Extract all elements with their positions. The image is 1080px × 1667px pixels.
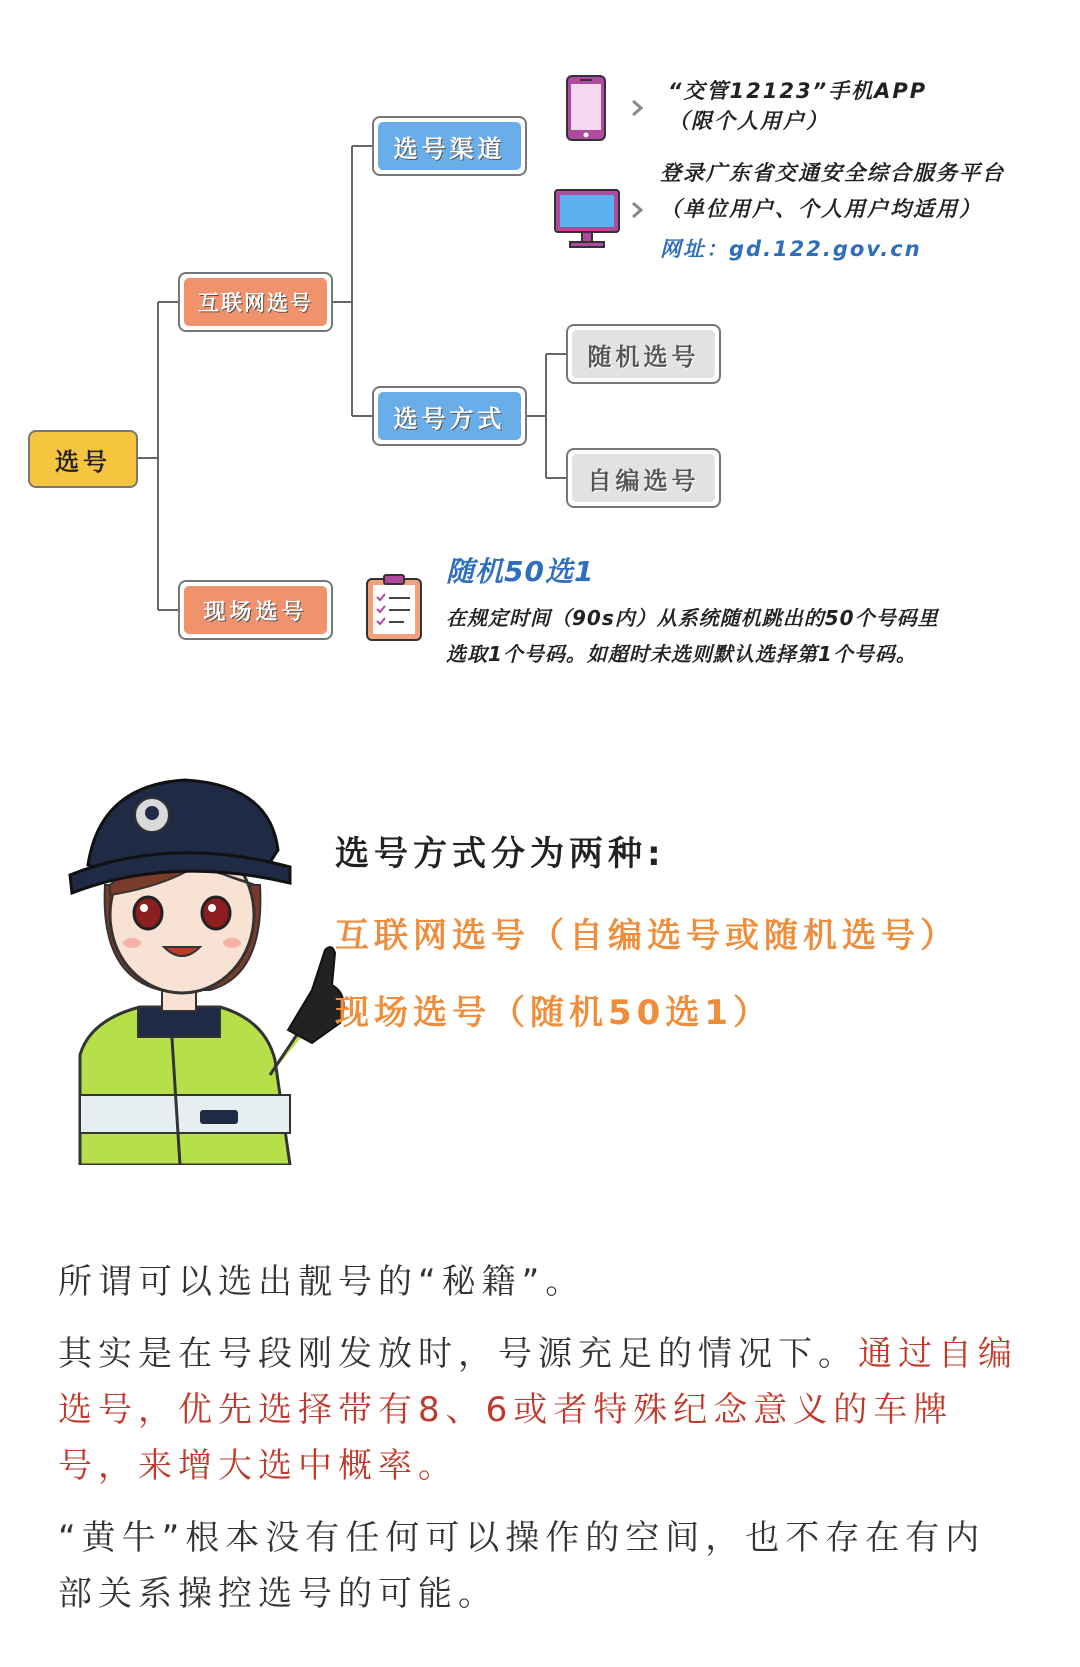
chevron-right-icon: [630, 200, 644, 220]
internet-node-label: 互联网选号: [198, 291, 313, 315]
web-channel-text: [660, 158, 1005, 264]
channel-node: [372, 116, 527, 176]
onsite-node-label: 现场选号: [203, 599, 308, 625]
channel-node-label: 选号渠道: [393, 134, 506, 163]
web-url: 网址：gd.122.gov.cn: [660, 237, 922, 261]
app-line2: （限个人用户）: [668, 109, 829, 133]
paragraph-3: “黄牛”根本没有任何可以操作的空间，也不存在有内部关系操控选号的可能。: [58, 1518, 986, 1614]
onsite-line2: 选取1个号码。如超时未选则默认选择第1个号码。: [446, 642, 917, 666]
onsite-node: [178, 580, 333, 640]
paragraph-2-plain: 其实是在号段刚发放时，号源充足的情况下。: [58, 1334, 858, 1374]
paragraph-2: [58, 1326, 1018, 1494]
monitor-icon: [553, 188, 621, 250]
internet-node: [178, 272, 333, 332]
clipboard-icon: [364, 573, 424, 643]
officer-line1: 互联网选号（自编选号或随机选号）: [335, 916, 959, 956]
root-node-label: 选号: [55, 447, 111, 476]
paragraph-1: 所谓可以选出靓号的“秘籍”。: [58, 1262, 586, 1302]
web-line2: （单位用户、个人用户均适用）: [660, 197, 982, 221]
onsite-description: [446, 600, 939, 672]
traffic-officer-illustration: [50, 775, 350, 1165]
officer-heading: 选号方式分为两种:: [335, 834, 666, 874]
web-line1: 登录广东省交通安全综合服务平台: [660, 161, 1005, 185]
random-node-label: 随机选号: [587, 342, 700, 371]
onsite-title: 随机50选1: [446, 555, 595, 588]
chevron-right-icon: [630, 98, 644, 118]
app-line1: “交管12123”手机APP: [668, 79, 928, 103]
method-node: [372, 386, 527, 446]
self-node: [566, 448, 721, 508]
officer-line2: 现场选号（随机50选1）: [335, 993, 772, 1033]
root-node: [28, 430, 138, 488]
self-node-label: 自编选号: [587, 466, 700, 495]
phone-icon: [565, 74, 607, 142]
method-node-label: 选号方式: [393, 404, 506, 433]
random-node: [566, 324, 721, 384]
app-channel-text: [668, 76, 927, 136]
paragraph-2-highlight: 通过自编选号，优先选择带有8、6或者特殊纪念意义的车牌号，来增大选中概率。: [58, 1334, 1018, 1486]
onsite-line1: 在规定时间（90s内）从系统随机跳出的50个号码里: [446, 606, 939, 630]
